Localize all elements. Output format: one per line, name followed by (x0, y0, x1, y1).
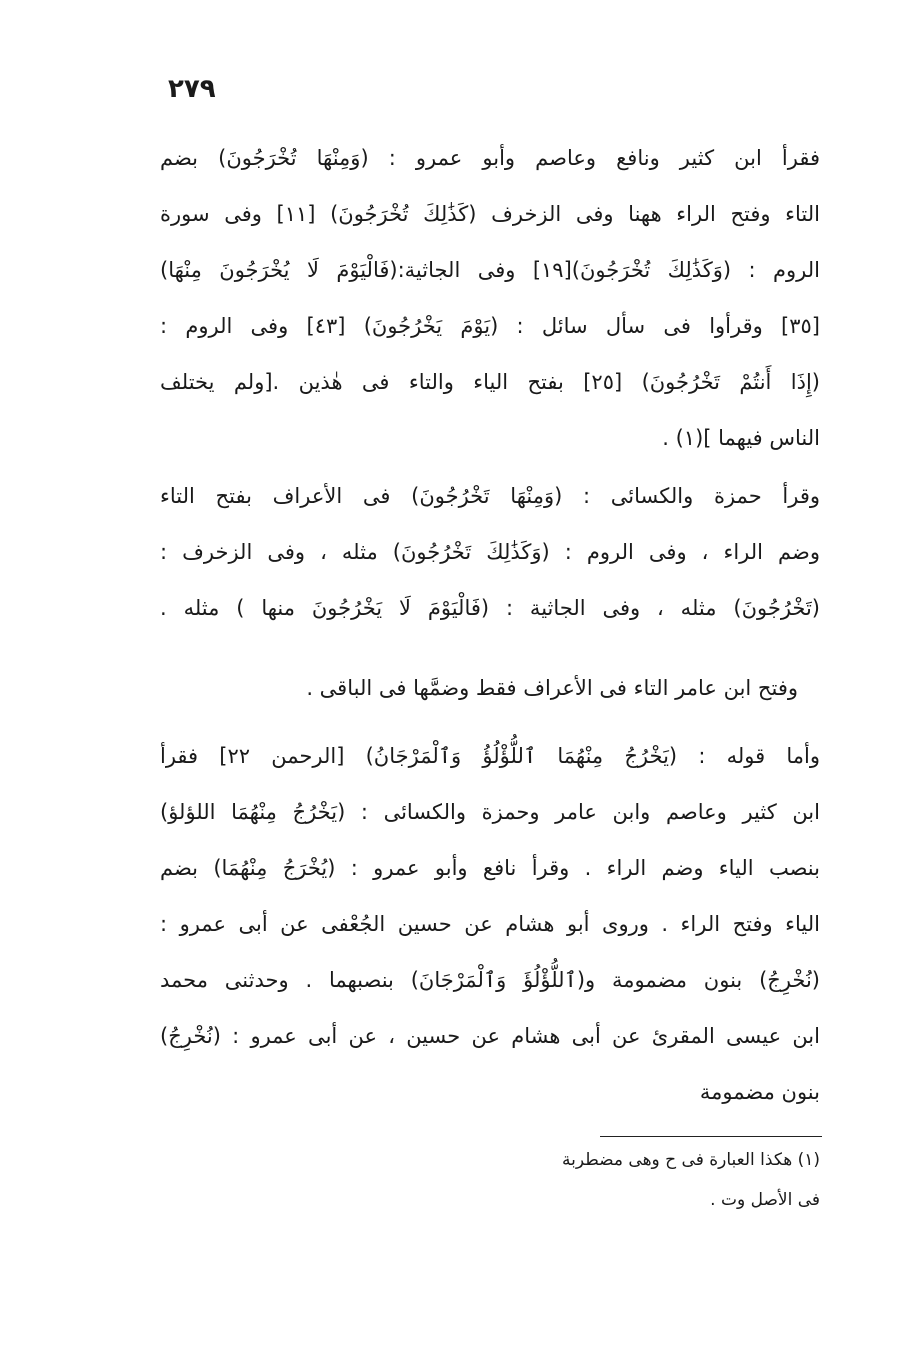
paragraph-hamza-kisai (160, 468, 820, 636)
text-line: ابن عيسى المقرئ عن أبى هشام عن حسين ، عن أبى عمرو : (نُخْرِجُ) (160, 1024, 820, 1048)
text-line: التاء وفتح الراء ههنا وفى الزخرف (كَذَٰلِكَ تُخْرَجُونَ) [١١] وفى سورة (160, 202, 820, 226)
text-line: وأما قوله : (يَخْرُجُ مِنْهُمَا ٱللُّؤْلُؤُ وَٱلْمَرْجَانُ) [الرحمن ٢٢] فقرأ (160, 744, 820, 768)
text-line: الروم : (وَكَذَٰلِكَ تُخْرَجُونَ)[١٩] وفى الجاثية:(فَالْيَوْمَ لَا يُخْرَجُونَ مِنْهَا) (160, 258, 820, 282)
text-line: فقرأ ابن كثير ونافع وعاصم وأبو عمرو : (وَمِنْهَا تُخْرَجُونَ) بضم (160, 146, 820, 170)
paragraph-ibn-amir (160, 660, 820, 716)
text-line: وفتح ابن عامر التاء فى الأعراف فقط وضمَّها فى الباقى . (306, 676, 798, 700)
text-line: بنون مضمومة (699, 1080, 820, 1104)
text-line: بنصب الياء وضم الراء . وقرأ نافع وأبو عمرو : (يُخْرَجُ مِنْهُمَا) بضم (160, 856, 820, 880)
footnote-line: (١) هكذا العبارة فى ح وهى مضطربة (562, 1150, 820, 1170)
text-line: (إِذَا أَنتُمْ تَخْرُجُونَ) [٢٥] بفتح الياء والتاء فى هٰذين .[ولم يختلف (160, 370, 820, 394)
footnotes (560, 1140, 820, 1220)
paragraph-yakhruju-minhuma (160, 728, 820, 1120)
footnote-line: فى الأصل وت . (710, 1190, 820, 1210)
text-line: (نُخْرِجُ) بنون مضمومة و(ٱللُّؤْلُؤَ وَٱلْمَرْجَانَ) بنصبهما . وحدثنى محمد (160, 968, 820, 992)
text-line: الياء وفتح الراء . وروى أبو هشام عن حسين الجُعْفى عن أبى عمرو : (160, 912, 820, 936)
text-line: (تَخْرُجُونَ) مثله ، وفى الجاثية : (فَالْيَوْمَ لَا يَخْرُجُونَ منها ) مثله . (160, 596, 820, 620)
text-line: وضم الراء ، وفى الروم : (وَكَذَٰلِكَ تَخْرُجُونَ) مثله ، وفى الزخرف : (160, 540, 820, 564)
paragraph-qiraat-tukhrajun (160, 130, 820, 466)
footnote-divider (600, 1136, 822, 1137)
text-line: وقرأ حمزة والكسائى : (وَمِنْهَا تَخْرُجُونَ) فى الأعراف بفتح التاء (160, 484, 820, 508)
text-line: ابن كثير وعاصم وابن عامر وحمزة والكسائى : (يَخْرُجُ مِنْهُمَا اللؤلؤ) (160, 800, 820, 824)
text-line: [٣٥] وقرأوا فى سأل سائل : (يَوْمَ يَخْرُجُونَ) [٤٣] وفى الروم : (160, 314, 820, 338)
text-line: الناس فيهما ](١) . (662, 426, 820, 450)
page-number: ٢٧٩ (168, 74, 216, 104)
